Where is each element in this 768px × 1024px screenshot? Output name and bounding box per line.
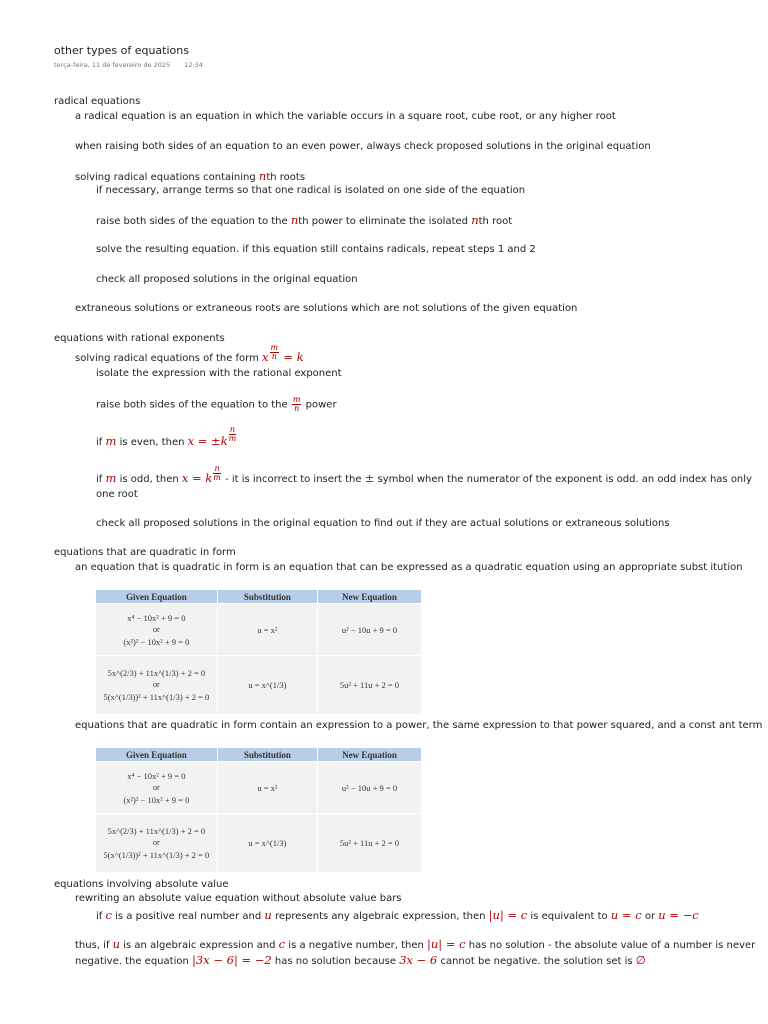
given-equation: 5x^(2/3) + 11x^(1/3) + 2 = 0 [107,826,206,836]
table-header-row [96,748,422,762]
radical-step3: solve the resulting equation. if this equation still contains radicals, repeat steps 1 and 2 [96,244,536,255]
math-m: m [105,434,117,448]
absolute-rewriting: rewriting an absolute value equation without absolute value bars [75,893,402,904]
thus-b: is an algebraic expression and [123,940,276,951]
thus-g: cannot be negative. the solution set is [440,956,633,967]
page-title: other types of equations [54,44,189,57]
table-cell: u² − 10u + 9 = 0 [317,762,421,814]
table-cell [96,656,217,715]
radical-step1: if necessary, arrange terms so that one radical is isolated on one side of the equation [96,185,526,196]
odd-c: - it is incorrect to insert the [225,474,362,485]
math-u: u [112,937,121,951]
table-cell: 5u² + 11u + 2 = 0 [317,814,421,873]
math-abs-u-eq-c: |u| = c [488,908,528,922]
given-equation: x⁴ − 10x² + 9 = 0 [127,770,186,781]
quadratic-contains: equations that are quadratic in form contain an expression to a power, the same expression to that power squared, and a const ant term [75,720,763,731]
exponent-fraction [270,344,280,361]
thus-d: is a negative number, then [288,940,424,951]
even-exponent-fraction [229,426,237,443]
radical-step4: check all proposed solutions in the original equation [96,274,358,285]
table-cell [96,604,217,656]
table-header: Given Equation [96,748,217,762]
fraction-denominator: m [213,473,221,482]
thus-f: has no solution because [274,956,396,967]
fraction-denominator: m [228,434,237,443]
step2-a: raise both sides of the equation to the [96,216,288,227]
time-text: 12:34 [184,61,203,69]
substitution-table [96,748,422,872]
absolute-heading: equations involving absolute value [54,879,229,890]
radical-extraneous: extraneous solutions or extraneous roots are solutions which are not solutions of the given equation [75,303,578,314]
table-header: New Equation [317,590,421,604]
table-header: Substitution [217,748,317,762]
thus-e: has no solution - the absolute value of a number is never negative. the equation [75,940,756,967]
radical-definition: a radical equation is an equation in which the variable occurs in a square root, cube root, or any higher root [75,111,616,122]
fraction-numerator: m [292,395,301,404]
math-n: n [471,213,479,227]
math-abs-u-eq-c: |u| = c [427,937,466,951]
table-row [96,656,422,715]
table-cell [96,814,217,873]
math-c: c [105,908,112,922]
radical-even-power: when raising both sides of an equation to an even power, always check proposed solutions in the original equation [75,141,651,152]
table-row [96,604,422,656]
math-plus-minus: ± [364,471,375,485]
step2-c: th root [478,216,513,227]
rational-solving [75,343,304,367]
rule-d: represents any algebraic expression, then [274,911,486,922]
rule-a: if [96,911,103,922]
math-odd-eq: x = k [181,471,213,485]
radical-solving [75,169,305,183]
rational-check: check all proposed solutions in the original equation to find out if they are actual solutions or extraneous solutions [96,518,670,529]
table-cell: u = x^(1/3) [217,814,317,873]
step2-b: th power to eliminate the isolated [298,216,469,227]
table-header: New Equation [317,748,421,762]
math-u-eq-neg-c: u = −c [658,908,699,922]
odd-d: symbol when the numerator of the exponent is odd. an odd index has only one root [96,474,752,500]
solving-pre: solving radical equations containing [75,172,256,183]
table-header: Substitution [217,590,317,604]
given-equation: x⁴ − 10x² + 9 = 0 [127,612,186,623]
or-text: or [153,782,160,792]
even-b: is even, then [119,437,185,448]
table-header: Given Equation [96,590,217,604]
odd-a: if [96,474,103,485]
rational-raise [96,396,337,413]
table-cell: 5u² + 11u + 2 = 0 [317,656,421,715]
table-cell [96,762,217,814]
fraction-numerator: n [229,425,236,434]
table-cell: u = x² [217,604,317,656]
even-a: if [96,437,103,448]
rule-f: or [644,911,656,922]
empty-set-symbol: ∅ [635,953,646,967]
quadratic-definition: an equation that is quadratic in form is an equation that can be expressed as a quadratic equation using an appropriate subst itution [75,562,743,573]
given-equation: 5(x^(1/3))² + 11x^(1/3) + 2 = 0 [103,850,210,860]
table-row [96,762,422,814]
rational-heading: equations with rational exponents [54,333,225,344]
math-n: n [258,169,267,183]
table-row [96,814,422,873]
odd-b: is odd, then [119,474,179,485]
radical-step2 [96,213,512,227]
solving-post: th roots [266,172,306,183]
math-m: m [105,471,117,485]
radical-heading: radical equations [54,96,141,107]
math-u: u [264,908,272,922]
quadratic-heading: equations that are quadratic in form [54,547,236,558]
table-cell: u² − 10u + 9 = 0 [317,604,421,656]
math-abs-expression: |3x − 6| = −2 [192,953,272,967]
rational-isolate: isolate the expression with the rational exponent [96,368,342,379]
math-x: x [262,350,269,364]
odd-exponent-fraction [213,465,221,482]
raise-a: raise both sides of the equation to the [96,399,288,411]
raise-fraction [292,396,302,413]
table-cell: u = x^(1/3) [217,656,317,715]
or-text: or [153,624,160,634]
math-n: n [290,213,299,227]
or-text: or [153,838,160,847]
fraction-denominator: n [294,404,300,413]
rule-e: is equivalent to [530,911,608,922]
date-text: terça-feira, 11 de fevereiro de 2025 [54,61,171,69]
math-even-eq: x = ±k [187,434,228,448]
given-equation: 5(x^(1/3))² + 11x^(1/3) + 2 = 0 [103,692,210,702]
rule-b: is a positive real number and [115,911,262,922]
page-date [54,61,203,69]
fraction-numerator: m [270,343,279,352]
rational-even [96,425,237,451]
thus-a: thus, if [75,940,110,951]
fraction-numerator: n [214,464,220,473]
table-header-row [96,590,422,604]
math-equals-k: = k [283,350,304,364]
or-text: or [153,680,160,689]
given-equation: (x²)² − 10x² + 9 = 0 [123,636,190,647]
rational-odd [96,464,764,502]
given-equation: 5x^(2/3) + 11x^(1/3) + 2 = 0 [107,668,206,678]
math-c: c [278,937,286,951]
math-expression: 3x − 6 [399,953,438,967]
substitution-table [96,590,422,714]
rational-solving-text: solving radical equations of the form [75,353,259,364]
raise-b: power [305,399,337,411]
given-equation: (x²)² − 10x² + 9 = 0 [123,794,190,805]
math-u-eq-c: u = c [610,908,642,922]
absolute-thus [75,937,765,969]
absolute-rule [96,908,699,922]
table-cell: u = x² [217,762,317,814]
fraction-denominator: n [271,352,277,361]
